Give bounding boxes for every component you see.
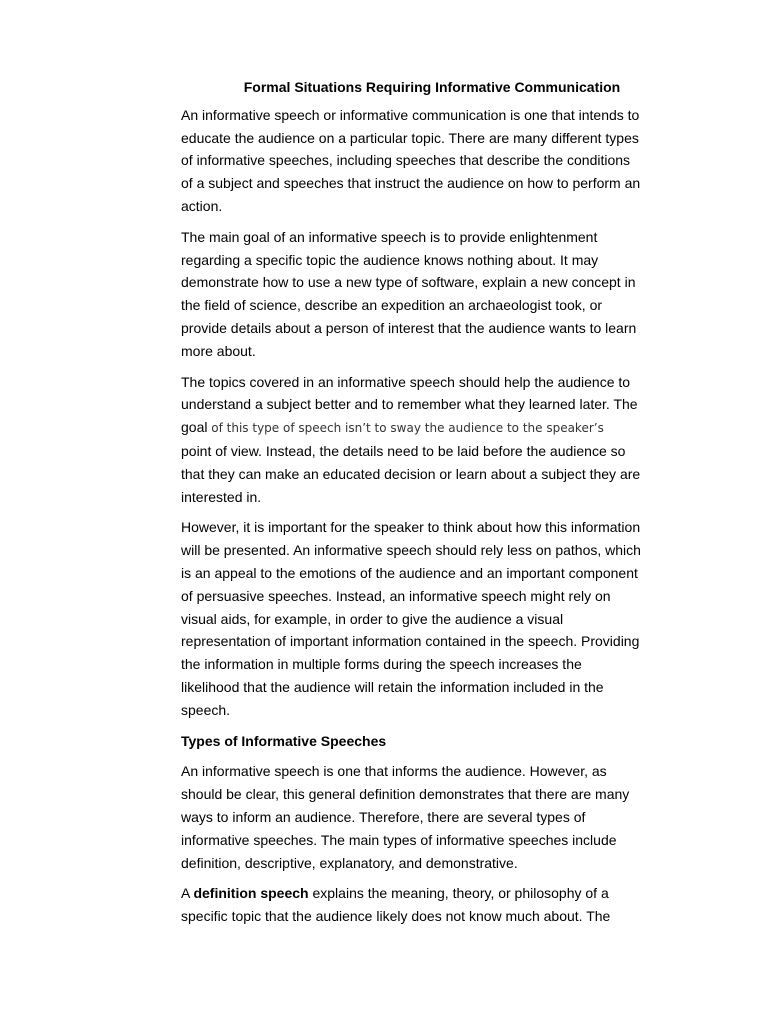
text-line: informative speeches. The main types of informative speeches include xyxy=(181,831,617,848)
text-line: action. xyxy=(181,197,223,214)
paragraph-6 xyxy=(181,882,681,928)
text-line: more about. xyxy=(181,342,256,359)
text-line: specific topic that the audience likely does not know much about. The xyxy=(181,908,611,925)
paragraph-5 xyxy=(181,760,681,874)
paragraph-4 xyxy=(181,516,681,721)
text-line: visual aids, for example, in order to give the audience a visual xyxy=(181,610,564,627)
text-line: However, it is important for the speaker to think about how this information xyxy=(181,519,641,536)
bold-term: definition speech xyxy=(193,885,309,902)
text-line: of persuasive speeches. Instead, an informative speech might rely on xyxy=(181,587,611,604)
text-line: should be clear, this general definition demonstrates that there are many xyxy=(181,786,630,803)
text-line: the information in multiple forms during the speech increases the xyxy=(181,656,582,673)
text-run-alt-font: of this type of speech isn’t to sway the audience to the speaker’s xyxy=(207,421,604,436)
text-run: goal xyxy=(181,419,208,436)
text-line: The topics covered in an informative speech should help the audience to xyxy=(181,373,631,390)
text-line: educate the audience on a particular topic. There are many different types xyxy=(181,129,639,146)
text-line: of informative speeches, including speeches that describe the conditions xyxy=(181,152,631,169)
section-heading: Types of Informative Speeches xyxy=(181,732,387,749)
text-line: of a subject and speeches that instruct the audience on how to perform an xyxy=(181,175,641,192)
text-line: ways to inform an audience. Therefore, there are several types of xyxy=(181,808,586,825)
paragraph-2 xyxy=(181,226,681,363)
text-line: An informative speech or informative communication is one that intends to xyxy=(181,106,640,123)
document-body xyxy=(181,76,681,936)
paragraph-3 xyxy=(181,371,681,509)
text-line: regarding a specific topic the audience knows nothing about. It may xyxy=(181,251,599,268)
text-line: point of view. Instead, the details need to be laid before the audience so xyxy=(181,442,626,459)
text-line: will be presented. An informative speech should rely less on pathos, which xyxy=(181,542,641,559)
text-line: the field of science, describe an expedition an archaeologist took, or xyxy=(181,297,603,314)
text-line-mixed-font xyxy=(181,416,681,440)
text-line: likelihood that the audience will retain the information included in the xyxy=(181,678,604,695)
text-run: A xyxy=(181,885,194,902)
text-run: explains the meaning, theory, or philosophy of a xyxy=(308,885,609,902)
text-line: demonstrate how to use a new type of software, explain a new concept in xyxy=(181,274,636,291)
text-line: speech. xyxy=(181,701,231,718)
text-line: definition, descriptive, explanatory, and demonstrative. xyxy=(181,854,518,871)
paragraph-1 xyxy=(181,104,681,218)
text-line: that they can make an educated decision or learn about a subject they are xyxy=(181,465,641,482)
text-line: provide details about a person of interest that the audience wants to learn xyxy=(181,319,637,336)
text-line: interested in. xyxy=(181,488,262,505)
text-line-mixed-weight xyxy=(181,882,681,905)
document-title: Formal Situations Requiring Informative Communication xyxy=(243,79,621,95)
text-line: The main goal of an informative speech is to provide enlightenment xyxy=(181,228,598,245)
text-line: representation of important information contained in the speech. Providing xyxy=(181,633,640,650)
text-line: understand a subject better and to remember what they learned later. The xyxy=(181,396,638,413)
text-line: An informative speech is one that informs the audience. However, as xyxy=(181,763,607,780)
text-line: is an appeal to the emotions of the audience and an important component xyxy=(181,564,638,581)
